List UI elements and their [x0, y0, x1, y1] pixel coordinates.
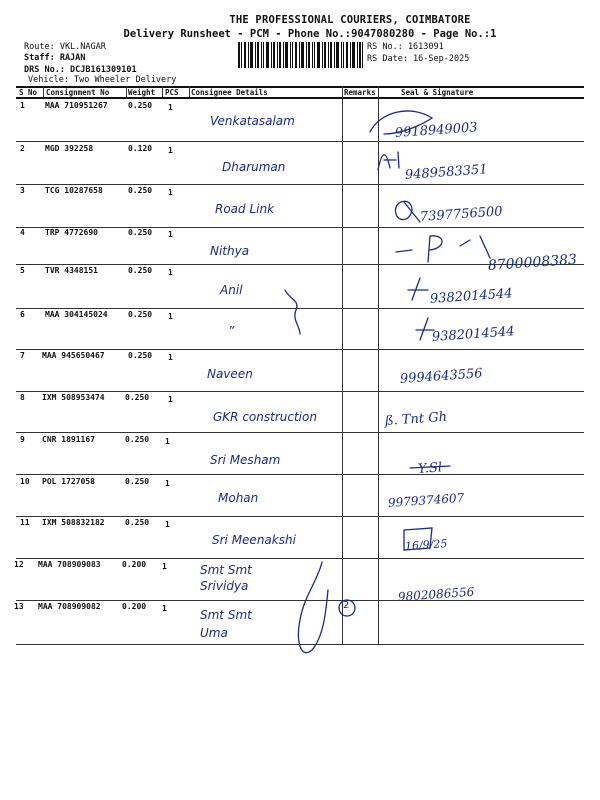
row-4-consignee: Nithya	[210, 244, 250, 258]
row-11-consignee: Sri Meenakshi	[212, 533, 296, 547]
row-6-weight: 0.250	[128, 310, 153, 319]
col-header-sno: S No	[19, 88, 38, 97]
row-12-weight: 0.200	[122, 560, 147, 569]
row-11-weight: 0.250	[125, 518, 150, 527]
row-5-pcs: 1	[168, 268, 173, 277]
row-4-weight: 0.250	[128, 228, 153, 237]
row-1-signature: 9918949003	[394, 120, 479, 141]
row-3-weight: 0.250	[128, 186, 153, 195]
row-6-consignment: MAA 304145024	[45, 310, 108, 319]
row-7-sno: 7	[20, 351, 25, 360]
row-1-weight: 0.250	[128, 101, 153, 110]
row-1-consignment: MAA 710951267	[45, 101, 108, 110]
row-7-signature: 9994643556	[399, 366, 484, 387]
row-8-signature: ß. Tnt Gh	[384, 409, 448, 429]
row-3-consignment: TCG 10287658	[45, 186, 103, 195]
row-4-pcs: 1	[168, 230, 173, 239]
row-2-consignment: MGD 392258	[45, 144, 94, 153]
row-9-signature: Y.Sl	[417, 460, 443, 477]
row-12-pcs: 1	[162, 562, 167, 571]
row-5-weight: 0.250	[128, 266, 153, 275]
row-8-consignee: GKR construction	[213, 410, 317, 424]
col-header-weight: Weight	[128, 88, 156, 97]
rs-date: RS Date: 16-Sep-2025	[367, 54, 470, 64]
row-10-consignee: Mohan	[218, 491, 259, 505]
row-4-sno: 4	[20, 228, 25, 237]
row-3-signature: 7397756500	[419, 204, 504, 225]
row-2-signature: 9489583351	[404, 162, 489, 183]
row-5-sno: 5	[20, 266, 25, 275]
row-13-consignee: Smt Smt Uma	[200, 608, 252, 640]
row-2-weight: 0.120	[128, 144, 153, 153]
row-13-weight: 0.200	[122, 602, 147, 611]
route-label: Route: VKL.NAGAR	[24, 42, 106, 52]
row-11-consignment: IXM 508832182	[42, 518, 105, 527]
row-6-pcs: 1	[168, 312, 173, 321]
row-3-pcs: 1	[168, 188, 173, 197]
row-10-pcs: 1	[165, 479, 170, 488]
row-10-consignment: POL 1727058	[42, 477, 95, 486]
row-10-weight: 0.250	[125, 477, 150, 486]
row-13-consignment: MAA 708909082	[38, 602, 101, 611]
col-header-consignment: Consignment No	[46, 88, 110, 97]
row-3-sno: 3	[20, 186, 25, 195]
row-5-signature: 9382014544	[429, 286, 514, 307]
col-header-signature: Seal & Signature	[401, 88, 474, 97]
row-6-consignee: ”	[228, 324, 235, 338]
row-8-consignment: IXM 508953474	[42, 393, 105, 402]
row-9-sno: 9	[20, 435, 25, 444]
row-11-pcs: 1	[165, 520, 170, 529]
row-13-signature: 2	[343, 600, 350, 611]
col-header-pcs: PCS	[165, 88, 179, 97]
row-1-consignee: Venkatasalam	[210, 114, 295, 128]
row-11-sno: 11	[20, 518, 30, 527]
row-8-sno: 8	[20, 393, 25, 402]
row-1-pcs: 1	[168, 103, 173, 112]
row-7-consignee: Naveen	[207, 367, 253, 381]
runsheet-subtitle: Delivery Runsheet - PCM - Phone No.:9047080280 - Page No.:1	[123, 28, 497, 40]
row-8-weight: 0.250	[125, 393, 150, 402]
row-5-consignee: Anil	[220, 283, 243, 297]
row-5-consignment: TVR 4348151	[45, 266, 98, 275]
row-9-consignment: CNR 1891167	[42, 435, 95, 444]
barcode-icon	[238, 42, 363, 68]
row-4-signature: 8700008383	[487, 251, 578, 274]
row-9-pcs: 1	[165, 437, 170, 446]
row-13-sno: 13	[14, 602, 24, 611]
row-7-consignment: MAA 945650467	[42, 351, 105, 360]
row-10-signature: 9979374607	[387, 490, 465, 510]
row-10-sno: 10	[20, 477, 30, 486]
row-13-pcs: 1	[162, 604, 167, 613]
col-header-consignee: Consignee Details	[191, 88, 268, 97]
row-2-sno: 2	[20, 144, 25, 153]
row-8-pcs: 1	[168, 395, 173, 404]
row-2-consignee: Dharuman	[222, 160, 286, 174]
row-12-sno: 12	[14, 560, 24, 569]
company-title: THE PROFESSIONAL COURIERS, COIMBATORE	[229, 14, 471, 26]
drs-number: DRS No.: DCJB161309101	[24, 65, 137, 75]
row-9-weight: 0.250	[125, 435, 150, 444]
row-9-consignee: Sri Mesham	[210, 453, 281, 467]
row-11-signature: 16/9/25	[404, 537, 448, 553]
row-6-sno: 6	[20, 310, 25, 319]
row-12-signature: 9802086556	[397, 584, 475, 604]
row-7-weight: 0.250	[128, 351, 153, 360]
row-6-signature: 9382014544	[431, 324, 516, 345]
runsheet-table	[16, 86, 584, 646]
vehicle-label: Vehicle: Two Wheeler Delivery	[28, 75, 177, 85]
row-12-consignee: Smt Smt Srividya	[200, 563, 252, 593]
row-7-pcs: 1	[168, 353, 173, 362]
staff-label: Staff: RAJAN	[24, 53, 86, 63]
col-header-remarks: Remarks	[344, 88, 376, 97]
row-4-consignment: TRP 4772690	[45, 228, 98, 237]
row-1-sno: 1	[20, 101, 25, 110]
row-12-consignment: MAA 708909083	[38, 560, 101, 569]
rs-number: RS No.: 1613091	[367, 42, 444, 52]
row-3-consignee: Road Link	[215, 202, 275, 216]
row-2-pcs: 1	[168, 146, 173, 155]
